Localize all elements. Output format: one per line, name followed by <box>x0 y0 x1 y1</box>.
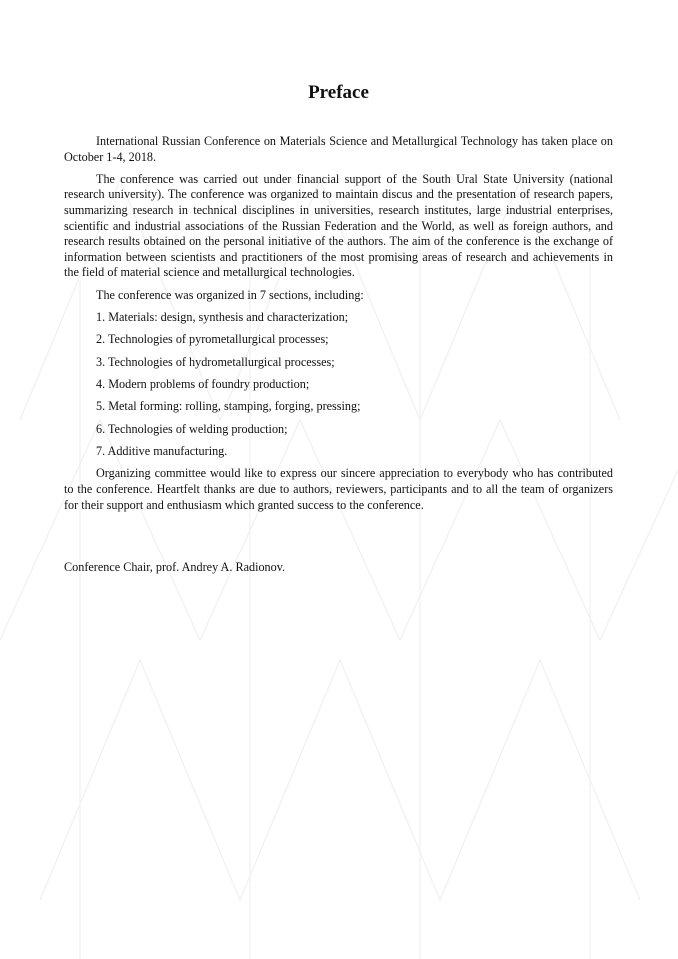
section-item: 1. Materials: design, synthesis and characterization; <box>96 309 349 324</box>
page-title: Preface <box>308 82 369 103</box>
sections-list <box>64 310 613 460</box>
conference-description-paragraph: The conference was carried out under financial support of the South Ural State University (national research university). The conference was organized to maintain discus and the presentation of research papers, summarizing research in technical disciplines in universities, research institutes, large industrial enterprises, scientific and industrial associations of the Russian Federation and the World, as well as foreign authors, and research results obtained on the personal initiative of the authors. The aim of the conference is the exchange of information between scientists and practitioners of the most promising areas of research and achievements in the field of material science and metallurgical technologies. <box>64 171 613 280</box>
intro-paragraph: International Russian Conference on Materials Science and Metallurgical Technology has taken place on October 1-4, 2018. <box>64 134 613 164</box>
document-content <box>64 82 613 576</box>
section-item: 3. Technologies of hydrometallurgical processes; <box>96 354 335 369</box>
section-item: 7. Additive manufacturing. <box>96 444 228 459</box>
sections-intro-paragraph: The conference was organized in 7 sections, including: <box>96 287 364 302</box>
signature: Conference Chair, prof. Andrey A. Radionov. <box>64 560 286 575</box>
section-item: 5. Metal forming: rolling, stamping, forging, pressing; <box>96 399 361 414</box>
closing-paragraph: Organizing committee would like to express our sincere appreciation to everybody who has contributed to the conference. Heartfelt thanks are due to authors, reviewers, participants and to all the team of organizers for their support and enthusiasm which granted success to the conference. <box>64 466 613 512</box>
section-item: 2. Technologies of pyrometallurgical processes; <box>96 332 329 347</box>
section-item: 4. Modern problems of foundry production; <box>96 376 310 391</box>
section-item: 6. Technologies of welding production; <box>96 421 288 436</box>
